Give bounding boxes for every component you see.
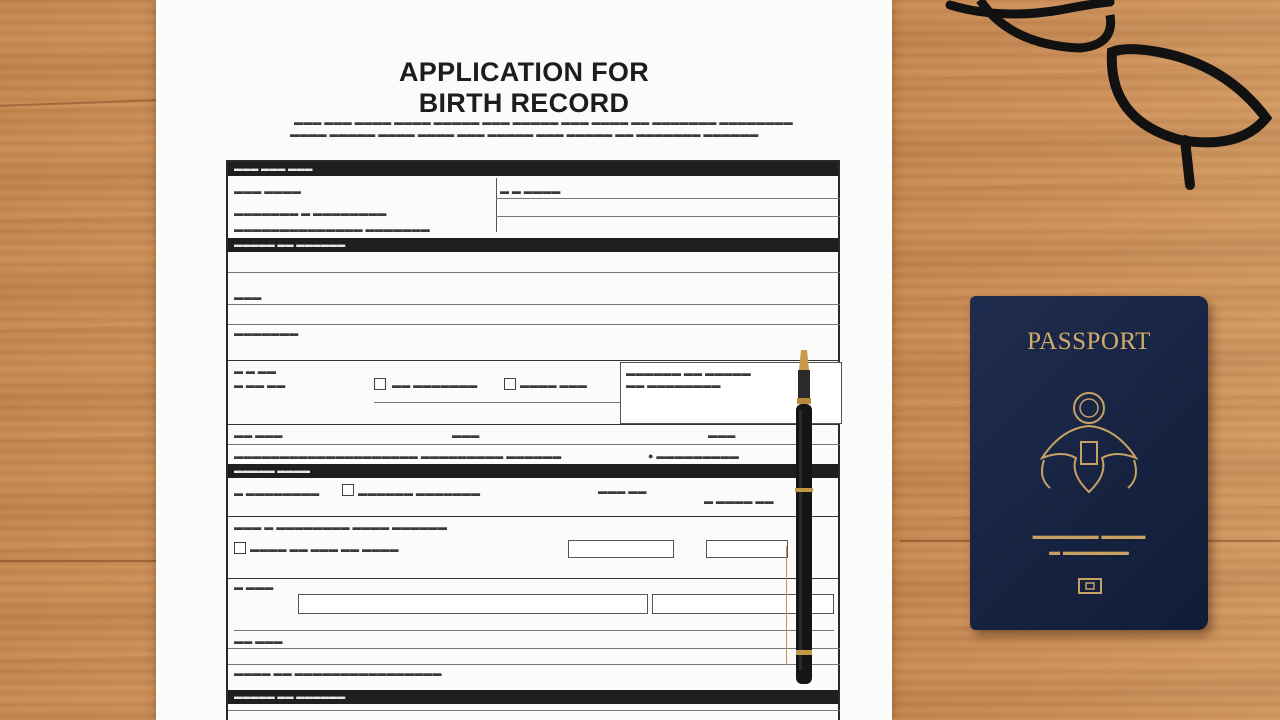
field-label: ▬ ▬ ▬▬▬▬ (500, 186, 561, 196)
field-label: ▬▬▬▬▬▬▬ ▬ ▬▬▬▬▬▬▬▬ (234, 208, 387, 218)
field-label: ● ▬▬▬▬▬▬▬▬▬ (648, 451, 740, 461)
checkbox[interactable] (342, 484, 354, 496)
checkbox-label: ▬▬ ▬▬▬▬▬▬▬ (392, 380, 478, 390)
field-label: ▬▬▬ ▬▬▬▬ (234, 186, 302, 196)
checkbox-label: ▬▬▬▬▬▬ ▬▬▬▬▬▬▬ (358, 488, 481, 498)
passport-subtext: ▬ ▬▬▬▬▬▬ (1049, 546, 1129, 558)
field-label: ▬▬▬▬ ▬▬ ▬▬▬▬▬▬▬▬▬▬▬▬▬▬▬▬ (234, 668, 442, 678)
section-header-bar: ▬▬▬▬▬ ▬▬ ▬▬▬▬▬▬ (228, 238, 838, 252)
passport (970, 296, 1208, 630)
section-header-bar: ▬▬▬▬▬ ▬▬ ▬▬▬▬▬▬ (228, 690, 838, 704)
field-label: ▬▬ ▬▬▬ (234, 430, 283, 440)
eagle-seal-icon (1032, 388, 1146, 504)
field-box[interactable] (568, 540, 674, 558)
field-box[interactable] (298, 594, 648, 614)
field-label: ▬▬▬ (452, 430, 480, 440)
wood-seam (0, 560, 156, 562)
checkbox[interactable] (504, 378, 516, 390)
intro-text-line: ▬▬▬ ▬▬▬ ▬▬▬▬ ▬▬▬▬ ▬▬▬▬▬ ▬▬▬ ▬▬▬▬▬ ▬▬▬ ▬▬▬▬ ▬▬ ▬▬▬▬▬▬▬ ▬▬▬▬▬▬▬▬ (294, 117, 793, 127)
document-title-line2: BIRTH RECORD (418, 88, 630, 118)
checkbox[interactable] (374, 378, 386, 390)
field-label: ▬ ▬▬ ▬▬ (234, 380, 286, 390)
field-label: ▬ ▬▬▬▬ ▬▬ (704, 496, 774, 506)
checkbox[interactable] (234, 542, 246, 554)
application-form-document (156, 0, 892, 720)
field-label: ▬▬▬ ▬▬ (598, 486, 647, 496)
checkbox-label: ▬▬▬▬ ▬▬▬ (520, 380, 588, 390)
passport-subtext: ▬▬▬▬▬▬ ▬▬▬▬ (1032, 530, 1146, 542)
field-label: ▬▬▬▬▬▬▬▬▬▬▬▬▬▬ ▬▬▬▬▬▬▬ (234, 224, 430, 234)
glasses-icon (940, 0, 1280, 200)
field-label: ▬▬ ▬▬▬ (234, 636, 283, 646)
field-label: ▬▬▬▬▬▬▬ (234, 328, 299, 338)
section-header-bar: ▬▬▬ ▬▬▬ ▬▬▬ (228, 162, 838, 176)
wood-seam (0, 99, 156, 106)
field-label: ▬ ▬ ▬▬ (234, 366, 277, 376)
field-label: ▬▬▬ (708, 430, 736, 440)
intro-text-line: ▬▬▬▬ ▬▬▬▬▬ ▬▬▬▬ ▬▬▬▬ ▬▬▬ ▬▬▬▬▬ ▬▬▬ ▬▬▬▬▬ ▬▬ ▬▬▬▬▬▬▬ ▬▬▬▬▬▬ (290, 129, 759, 139)
section-header-bar: ▬▬▬▬▬ ▬▬▬▬ (228, 464, 838, 478)
field-label: ▬▬▬▬ ▬▬ ▬▬▬ ▬▬ ▬▬▬▬ (250, 544, 399, 554)
field-label: ▬▬▬ ▬ ▬▬▬▬▬▬▬▬ ▬▬▬▬ ▬▬▬▬▬▬ (234, 522, 448, 532)
field-label: ▬▬ ▬▬▬▬▬▬▬▬ (626, 380, 721, 390)
field-box[interactable] (706, 540, 788, 558)
field-label: ▬ ▬▬▬▬▬▬▬▬ (234, 488, 320, 498)
document-title-line1: APPLICATION FOR (399, 57, 649, 87)
field-label: ▬▬▬▬▬▬ ▬▬ ▬▬▬▬▬ (626, 368, 752, 378)
chip-icon (1078, 578, 1102, 594)
passport-title: PASSPORT (1027, 328, 1151, 355)
pen-icon[interactable] (786, 350, 820, 690)
field-label: ▬ ▬▬▬ (234, 582, 274, 592)
field-label: ▬▬▬▬▬▬▬▬▬▬▬▬▬▬▬▬▬▬▬▬ ▬▬▬▬▬▬▬▬▬ ▬▬▬▬▬▬ (234, 451, 562, 461)
field-label: ▬▬▬ (234, 292, 262, 302)
form-grid (226, 160, 840, 720)
